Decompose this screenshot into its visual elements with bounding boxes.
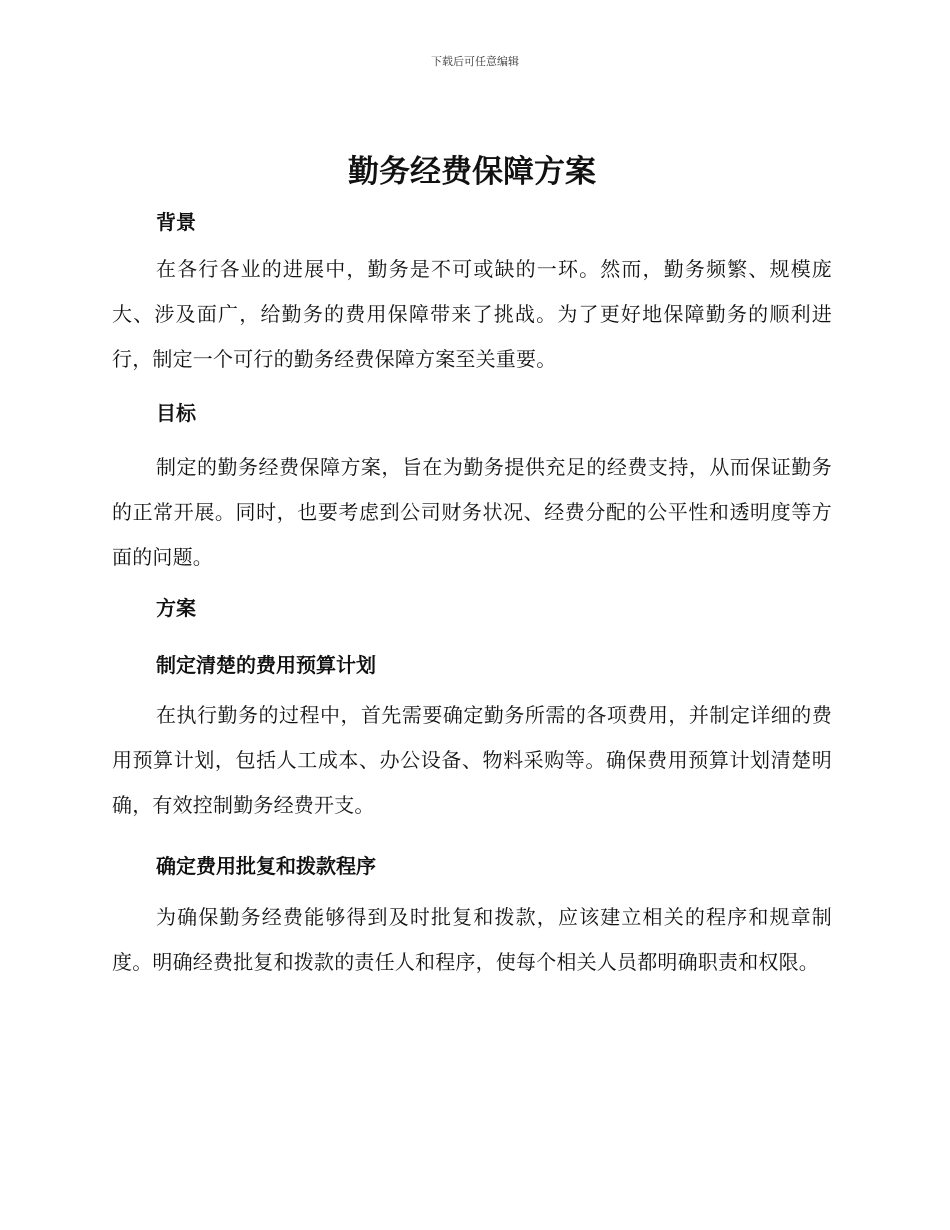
page-header-note: 下载后可任意编辑 [431, 55, 519, 68]
subsection-paragraph-budget: 在执行勤务的过程中，首先需要确定勤务所需的各项费用，并制定详细的费用预算计划，包括人工成本、办公设备、物料采购等。确保费用预算计划清楚明确，有效控制勤务经费开支。 [112, 703, 832, 817]
document-title: 勤务经费保障方案 [348, 154, 596, 190]
subsection-paragraph-approval: 为确保勤务经费能够得到及时批复和拨款，应该建立相关的程序和规章制度。明确经费批复和拨款的责任人和程序，使每个相关人员都明确职责和权限。 [112, 905, 832, 974]
section-paragraph-goal: 制定的勤务经费保障方案，旨在为勤务提供充足的经费支持，从而保证勤务的正常开展。同时，也要考虑到公司财务状况、经费分配的公平性和透明度等方面的问题。 [112, 455, 832, 569]
section-heading-plan: 方案 [156, 596, 196, 620]
section-heading-goal: 目标 [156, 401, 196, 425]
section-paragraph-background: 在各行各业的进展中，勤务是不可或缺的一环。然而，勤务频繁、规模庞大、涉及面广，给勤务的费用保障带来了挑战。为了更好地保障勤务的顺利进行，制定一个可行的勤务经费保障方案至关重要。 [112, 257, 832, 371]
section-heading-background: 背景 [156, 210, 196, 234]
document-body [112, 150, 832, 985]
subsection-heading-approval: 确定费用批复和拨款程序 [156, 854, 376, 878]
subsection-heading-budget: 制定清楚的费用预算计划 [156, 653, 376, 677]
